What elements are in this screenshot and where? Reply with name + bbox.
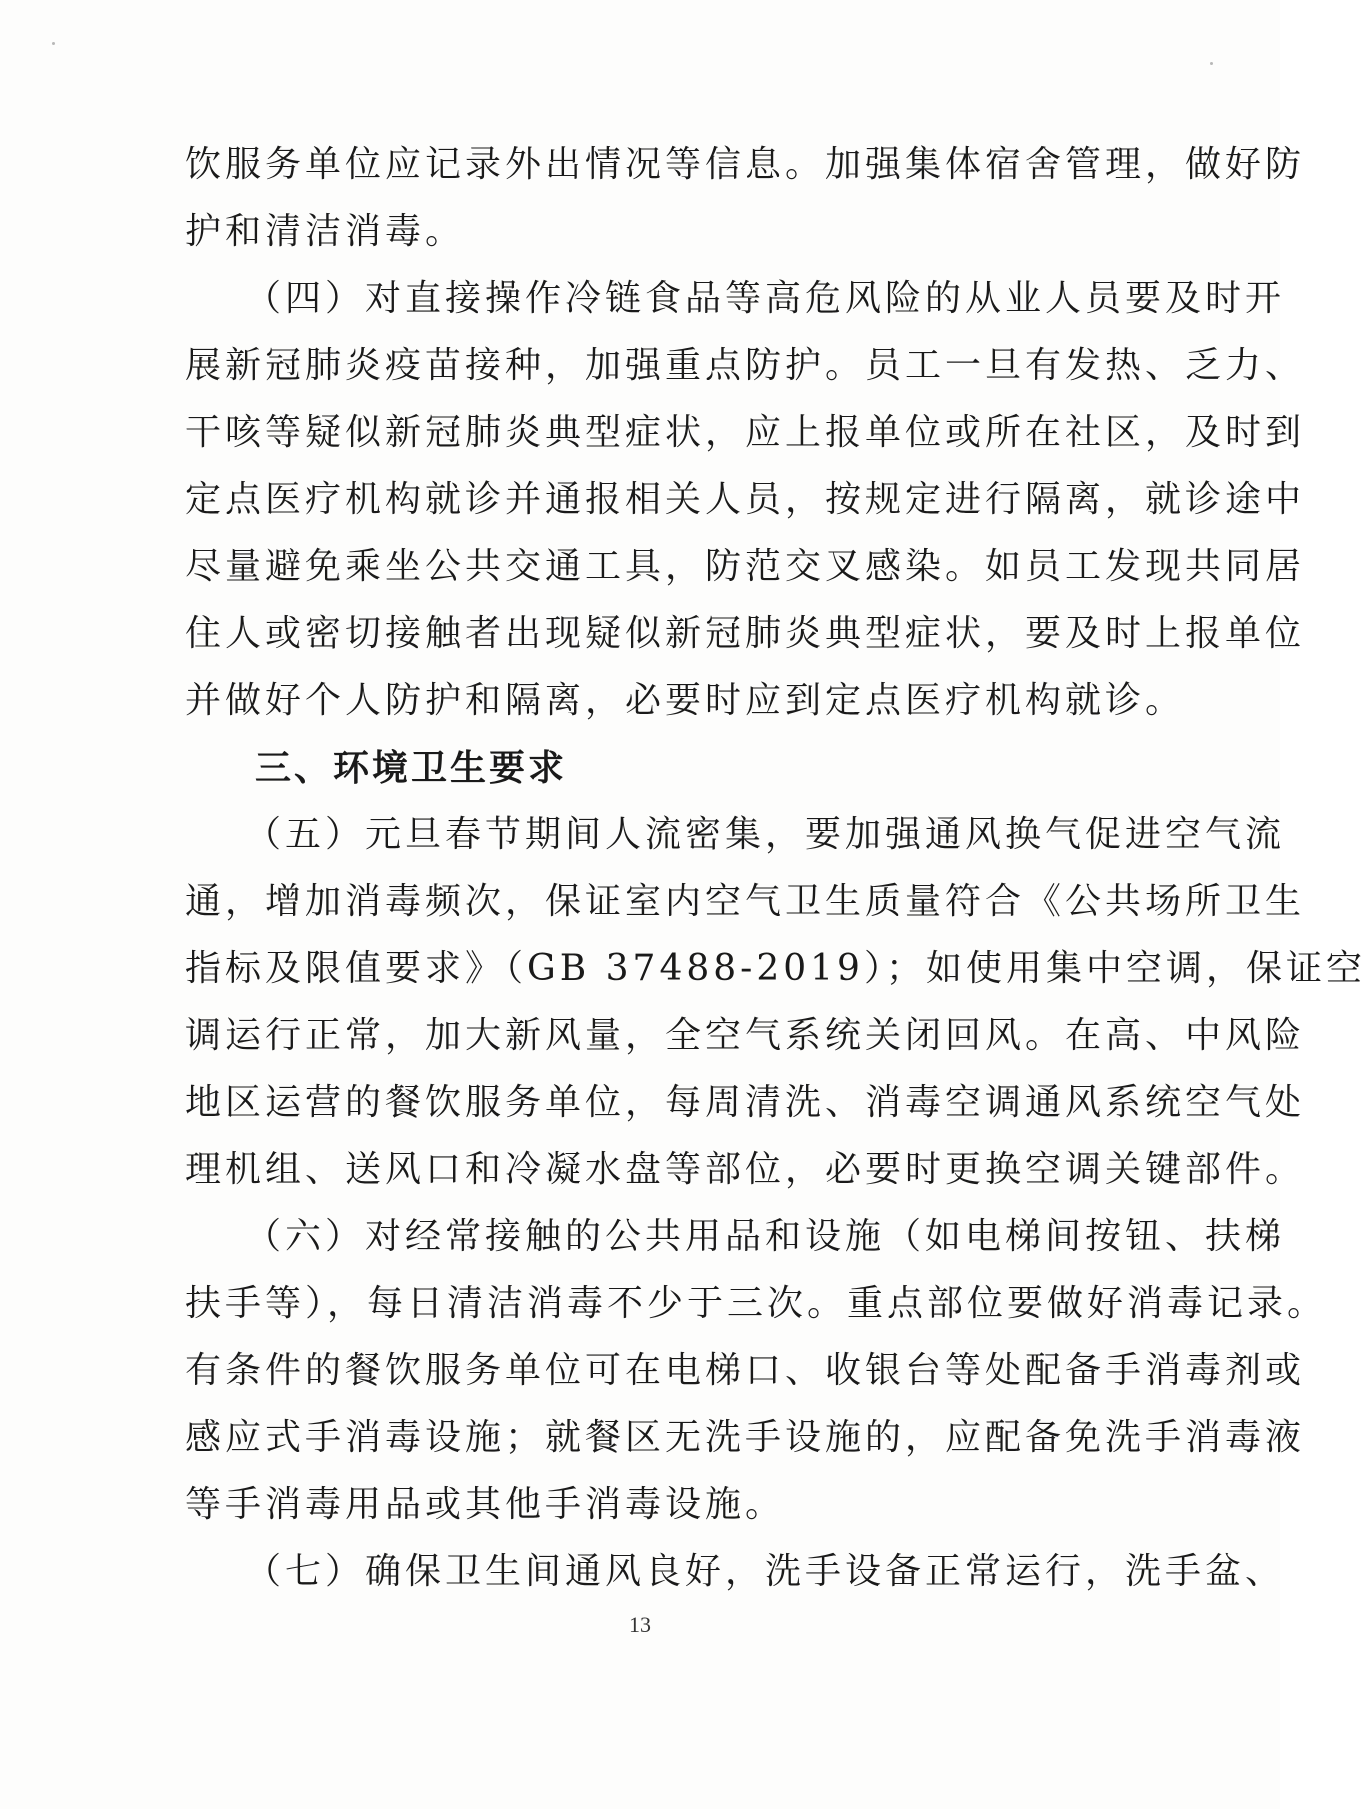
text-line-1: 饮服务单位应记录外出情况等信息。加强集体宿舍管理，做好防 <box>185 144 1306 185</box>
text-line-4: 展新冠肺炎疫苗接种，加强重点防护。员工一旦有发热、乏力、 <box>185 345 1306 386</box>
text-line-5: 干咳等疑似新冠肺炎典型症状，应上报单位或所在社区，及时到 <box>185 412 1306 453</box>
page-number: 13 <box>629 1612 651 1637</box>
text-line-6: 定点医疗机构就诊并通报相关人员，按规定进行隔离，就诊途中 <box>185 479 1306 520</box>
text-line-17: （六）对经常接触的公共用品和设施（如电梯间按钮、扶梯 <box>245 1216 1286 1257</box>
text-line-11: （五）元旦春节期间人流密集，要加强通风换气促进空气流 <box>245 814 1286 855</box>
text-line-3: （四）对直接操作冷链食品等高危风险的从业人员要及时开 <box>245 278 1286 319</box>
text-line-14: 调运行正常，加大新风量，全空气系统关闭回风。在高、中风险 <box>185 1015 1306 1056</box>
text-line-13: 指标及限值要求》（GB 37488-2019）；如使用集中空调，保证空 <box>185 948 1366 989</box>
text-line-2: 护和清洁消毒。 <box>185 211 466 252</box>
text-line-8: 住人或密切接触者出现疑似新冠肺炎典型症状，要及时上报单位 <box>185 613 1306 654</box>
text-line-19: 有条件的餐饮服务单位可在电梯口、收银台等处配备手消毒剂或 <box>185 1350 1306 1391</box>
text-line-18: 扶手等），每日清洁消毒不少于三次。重点部位要做好消毒记录。 <box>185 1283 1328 1324</box>
text-line-7: 尽量避免乘坐公共交通工具，防范交叉感染。如员工发现共同居 <box>185 546 1306 587</box>
text-line-9: 并做好个人防护和隔离，必要时应到定点医疗机构就诊。 <box>185 680 1186 721</box>
text-line-22: （七）确保卫生间通风良好，洗手设备正常运行，洗手盆、 <box>245 1551 1286 1592</box>
section-heading: 三、环境卫生要求 <box>255 747 568 789</box>
scan-speck <box>52 42 55 45</box>
text-line-16: 理机组、送风口和冷凝水盘等部位，必要时更换空调关键部件。 <box>185 1149 1306 1190</box>
text-line-15: 地区运营的餐饮服务单位，每周清洗、消毒空调通风系统空气处 <box>185 1082 1306 1123</box>
text-line-20: 感应式手消毒设施；就餐区无洗手设施的，应配备免洗手消毒液 <box>185 1417 1306 1458</box>
text-line-21: 等手消毒用品或其他手消毒设施。 <box>185 1484 786 1525</box>
scan-speck <box>1210 62 1213 65</box>
text-line-12: 通，增加消毒频次，保证室内空气卫生质量符合《公共场所卫生 <box>185 881 1306 922</box>
